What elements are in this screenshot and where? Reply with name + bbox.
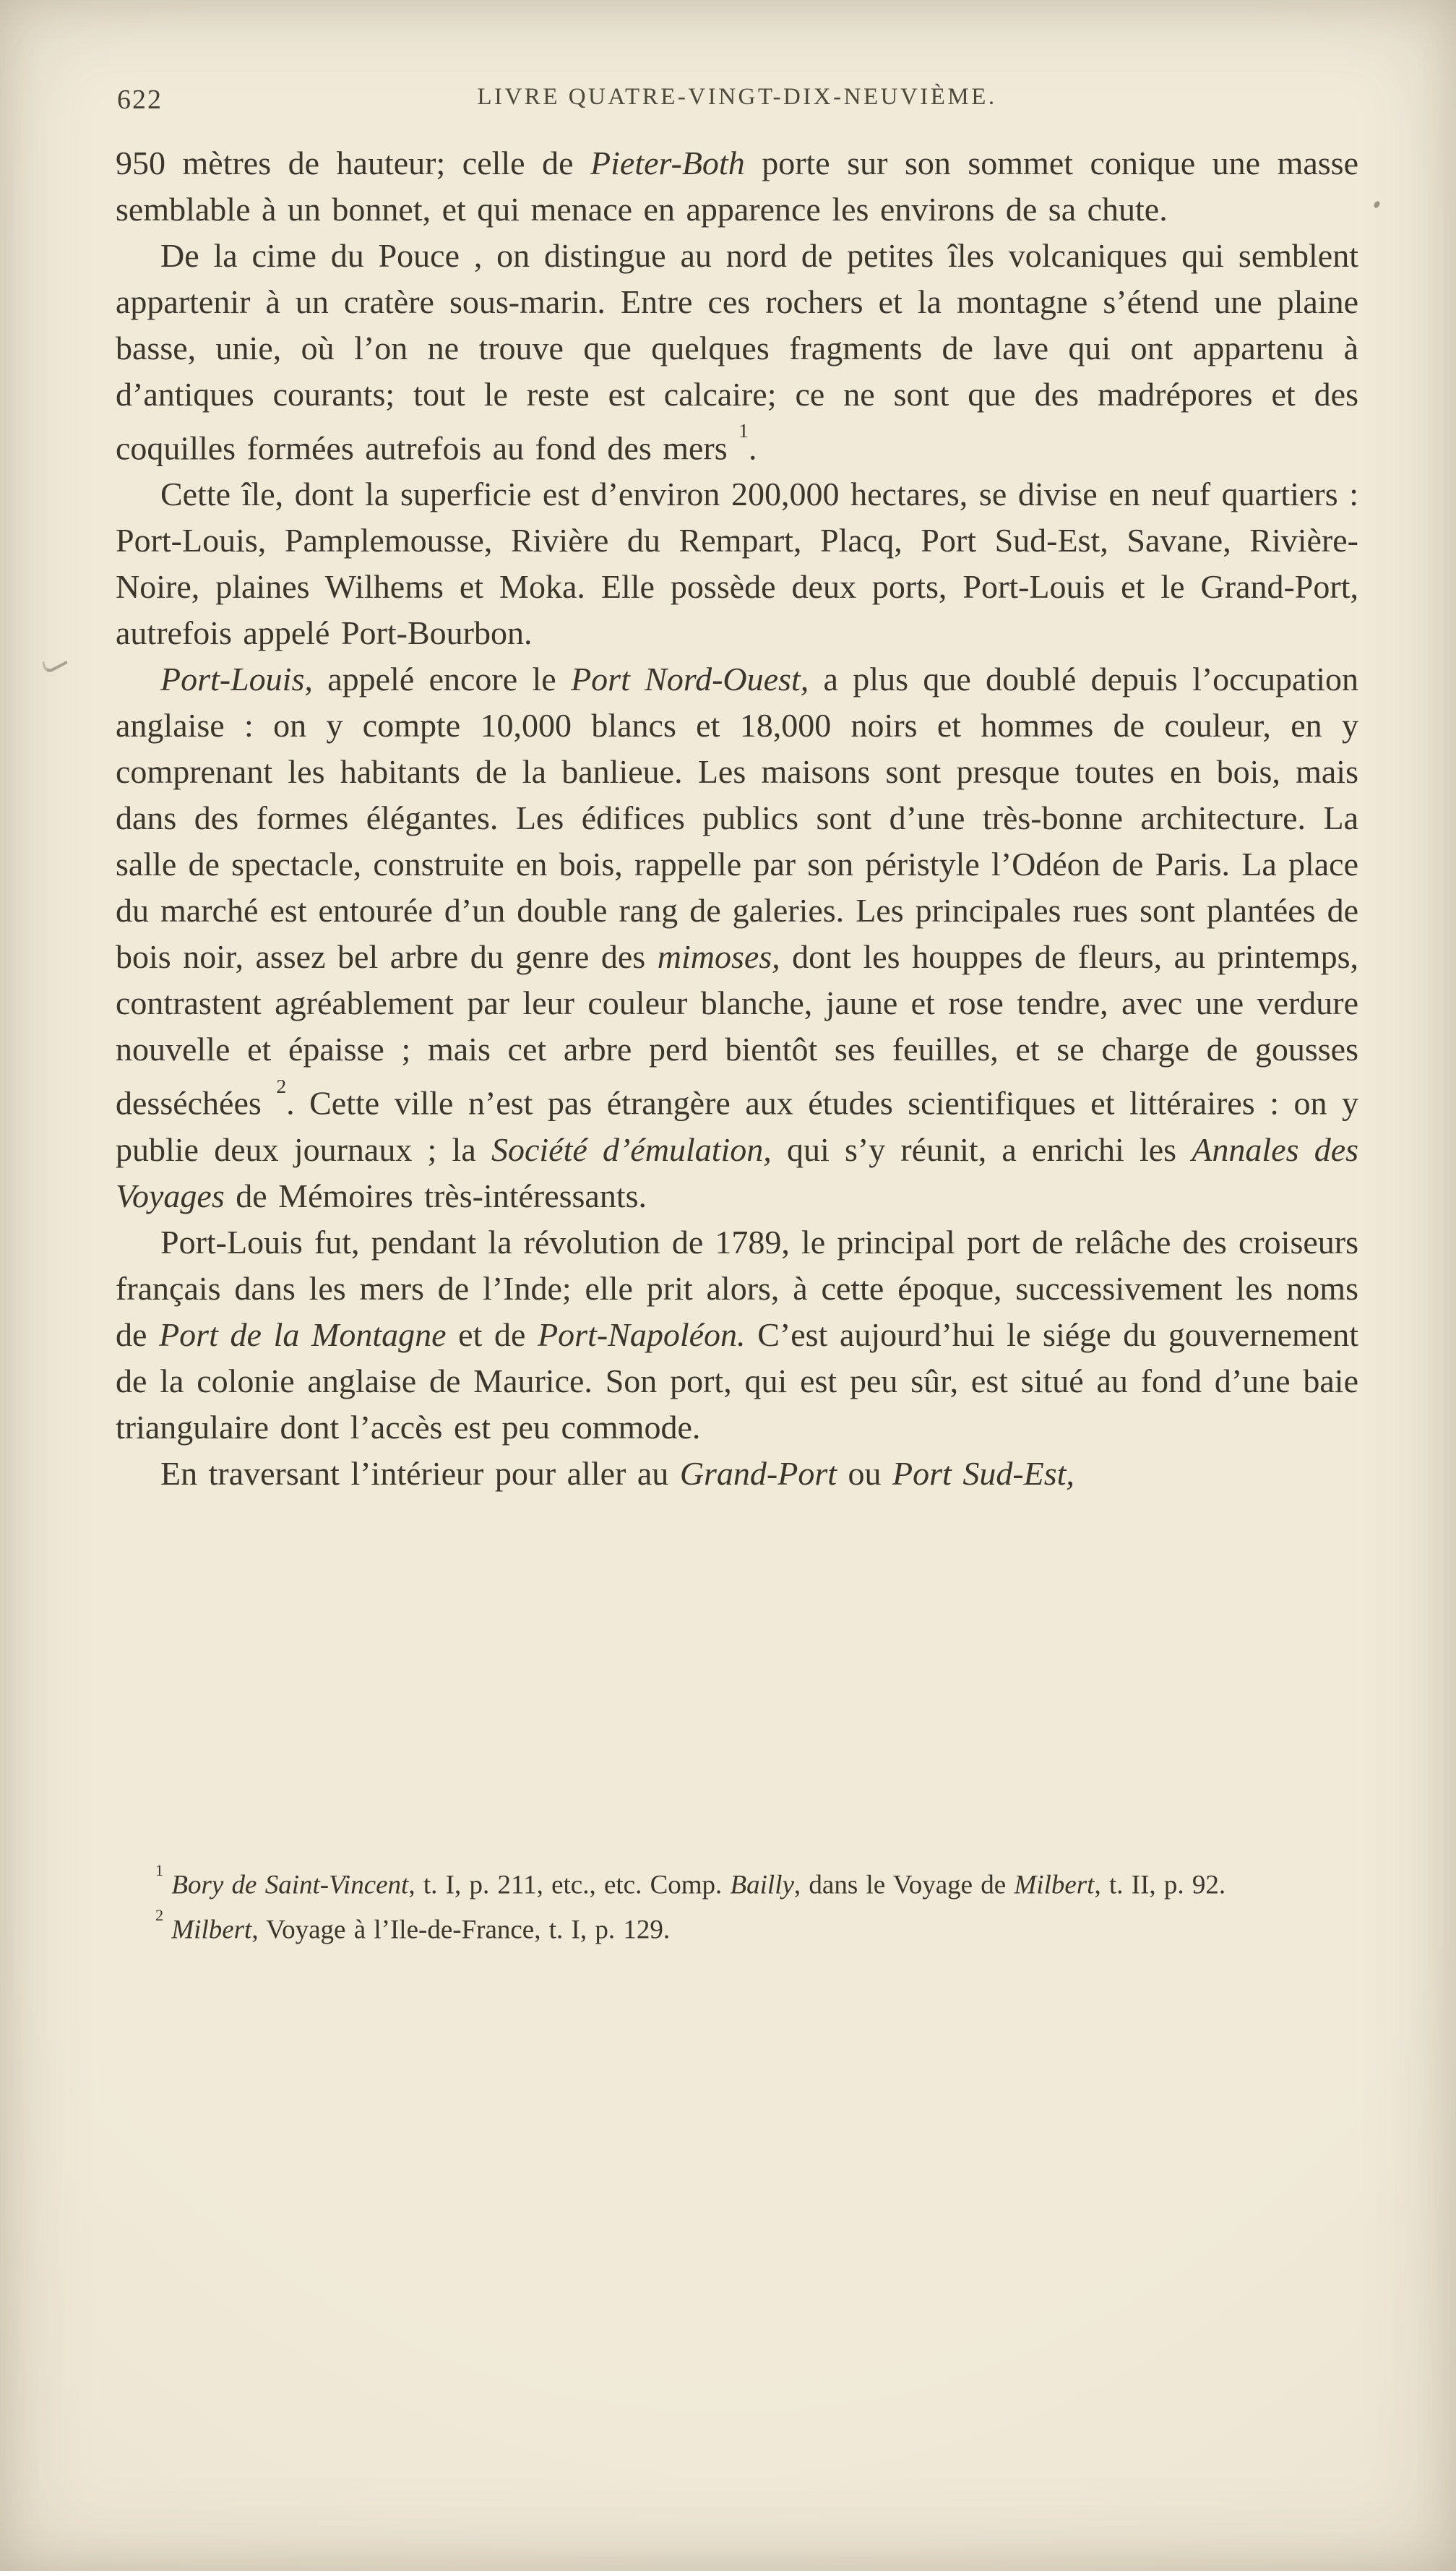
italic-text-run: mimoses, xyxy=(657,938,780,976)
text-run: . Cette ville n’est pas étrangère aux études scientifiques et littéraires : on y publie deux journaux ; la xyxy=(116,1084,1359,1168)
italic-text-run: Port de la Montagne xyxy=(159,1315,447,1353)
italic-text-run: Port Sud-Est, xyxy=(892,1454,1074,1492)
footnote-marker: 1 xyxy=(738,419,749,442)
footnote-marker: 2 xyxy=(155,1906,164,1925)
italic-text-run: Grand-Port xyxy=(679,1454,837,1492)
paragraph xyxy=(116,140,1358,233)
footnote xyxy=(116,1904,1358,1949)
italic-text-run: Port-Napoléon. xyxy=(538,1315,746,1353)
text-run: dont les houppes de fleurs, au printemps, contrastent agréablement par leur couleur blanche, jaune et rose tendre, avec une verdure nouvelle et épaisse ; mais cet arbre perd bientôt ses feuilles, et se charge de gousses desséchées xyxy=(116,938,1358,1122)
footnote xyxy=(116,1859,1358,1904)
text-run: et de xyxy=(446,1315,538,1353)
footnote-marker: 2 xyxy=(276,1074,287,1097)
running-head: LIVRE QUATRE-VINGT-DIX-NEUVIÈME. xyxy=(477,84,997,110)
text-run: , dans le Voyage de xyxy=(793,1870,1015,1900)
italic-text-run: Port Nord-Ouest, xyxy=(571,661,809,698)
text-run: , t. I, p. 211, etc., etc. Comp. xyxy=(408,1870,731,1900)
footnotes xyxy=(116,1859,1358,1949)
margin-pen-mark xyxy=(42,650,67,676)
text-run: , Voyage à l’Ile-de-France, t. I, p. 129. xyxy=(251,1915,671,1945)
text-run: porte sur son sommet conique une masse semblable à un bonnet, et qui menace en apparence les environs de sa chute. xyxy=(116,145,1358,228)
italic-text-run: Milbert xyxy=(171,1915,252,1945)
italic-text-run: Pieter-Both xyxy=(590,145,745,181)
text-run: a plus que doublé depuis l’occupation anglaise : on y compte 10,000 blancs et 18,000 noirs et hommes de couleur, en y comprenant les habitants de la banlieue. Les maisons sont presque toutes en bois, mais dans des formes élégantes. Les édifices publics sont d’une très-bonne architecture. La salle de spectacle, construite en bois, rappelle par son péristyle l’Odéon de Paris. La place du marché est entourée d’un double rang de galeries. Les principales rues sont plantées de bois noir, assez bel arbre du genre des xyxy=(116,661,1358,976)
paragraph xyxy=(116,1219,1358,1451)
paragraph xyxy=(116,471,1358,656)
paragraph xyxy=(116,233,1358,471)
paragraph xyxy=(116,656,1358,1219)
paragraph xyxy=(116,1451,1358,1497)
text-run: qui s’y réunit, a enrichi les xyxy=(771,1130,1192,1168)
italic-text-run: Annales des Voyages xyxy=(116,1130,1359,1214)
text-run: . xyxy=(748,429,757,467)
footnote-marker: 1 xyxy=(155,1860,164,1879)
page-number: 622 xyxy=(117,85,163,115)
italic-text-run: Bailly xyxy=(730,1870,794,1900)
text-run: 950 mètres de hauteur; celle de xyxy=(116,145,591,181)
italic-text-run: Société d’émulation, xyxy=(491,1130,772,1168)
text-run: , t. II, p. 92. xyxy=(1094,1870,1226,1900)
text-run: Cette île, dont la superficie est d’environ 200,000 hectares, se divise en neuf quartiers : Port-Louis, Pamplemousse, Rivière du Rempart, Placq, Port Sud-Est, Savane, Rivière-Noire, plaines Wilhems et Moka. Elle possède deux ports, Port-Louis et le Grand-Port, autrefois appelé Port-Bourbon. xyxy=(116,476,1358,652)
italic-text-run: Port-Louis, xyxy=(160,661,313,698)
text-run: Port-Louis fut, pendant la révolution de 1789, le principal port de relâche des croiseurs français dans les mers de l’Inde; elle prit alors, à cette époque, successivement les noms de xyxy=(116,1223,1358,1353)
text-run: C’est aujourd’hui le siége du gouvernement de la colonie anglaise de Maurice. Son port, qui est peu sûr, est situé au fond d’une baie triangulaire dont l’accès est peu commode. xyxy=(116,1315,1358,1446)
text-run xyxy=(163,1915,171,1945)
text-run: ou xyxy=(837,1454,893,1492)
scan-speck xyxy=(1373,200,1381,209)
text-run xyxy=(163,1870,171,1900)
body-text xyxy=(116,140,1358,1497)
text-run: De la cime du Pouce , on distingue au nord de petites îles volcaniques qui semblent appartenir à un cratère sous-marin. Entre ces rochers et la montagne s’étend une plaine basse, unie, où l’on ne trouve que quelques fragments de lave qui ont appartenu à d’antiques courants; tout le reste est calcaire; ce ne sont que des madrépores et des coquilles formées autrefois au fond des mers xyxy=(116,237,1358,467)
italic-text-run: Milbert xyxy=(1014,1870,1095,1900)
text-run: appelé encore le xyxy=(312,661,572,698)
text-run: En traversant l’intérieur pour aller au xyxy=(160,1454,680,1492)
text-run: de Mémoires très-intéressants. xyxy=(224,1177,647,1214)
page-header xyxy=(116,84,1358,123)
italic-text-run: Bory de Saint-Vincent xyxy=(171,1870,409,1900)
